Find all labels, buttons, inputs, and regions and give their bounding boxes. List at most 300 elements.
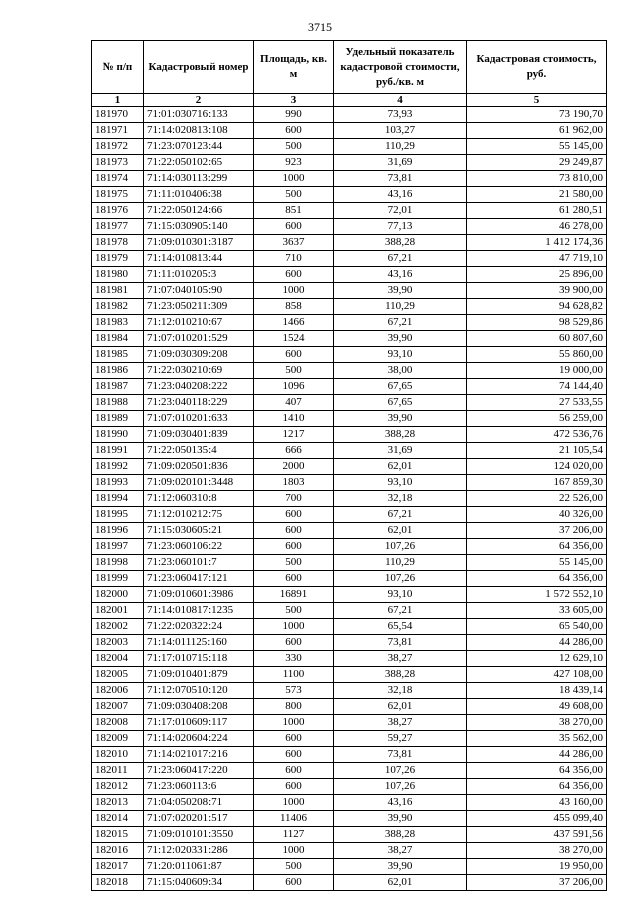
cadastral-number-cell: 71:09:020501:836 — [144, 459, 254, 475]
cadastral-number-cell: 71:07:040105:90 — [144, 283, 254, 299]
cadastral-value-cell: 56 259,00 — [467, 411, 607, 427]
row-number-cell: 181971 — [92, 123, 144, 139]
table-row — [92, 267, 607, 283]
cadastral-value-cell: 37 206,00 — [467, 875, 607, 891]
table-row — [92, 331, 607, 347]
cadastral-value-cell: 22 526,00 — [467, 491, 607, 507]
cadastral-value-cell: 47 719,10 — [467, 251, 607, 267]
specific-value-cell: 107,26 — [334, 763, 467, 779]
row-number-cell: 181988 — [92, 395, 144, 411]
column-number: 3 — [254, 94, 334, 107]
specific-value-cell: 73,81 — [334, 747, 467, 763]
cadastral-number-cell: 71:23:040208:222 — [144, 379, 254, 395]
area-cell: 500 — [254, 139, 334, 155]
cadastral-number-cell: 71:07:010201:529 — [144, 331, 254, 347]
specific-value-cell: 388,28 — [334, 427, 467, 443]
area-cell: 1127 — [254, 827, 334, 843]
specific-value-cell: 388,28 — [334, 235, 467, 251]
specific-value-cell: 43,16 — [334, 267, 467, 283]
area-cell: 11406 — [254, 811, 334, 827]
cadastral-number-cell: 71:09:010101:3550 — [144, 827, 254, 843]
area-cell: 600 — [254, 347, 334, 363]
cadastral-value-cell: 25 896,00 — [467, 267, 607, 283]
specific-value-cell: 38,27 — [334, 715, 467, 731]
cadastral-number-cell: 71:15:030605:21 — [144, 523, 254, 539]
cadastral-number-cell: 71:23:060101:7 — [144, 555, 254, 571]
table-header — [92, 41, 607, 107]
area-cell: 3637 — [254, 235, 334, 251]
cadastral-value-cell: 21 580,00 — [467, 187, 607, 203]
cadastral-number-cell: 71:14:010817:1235 — [144, 603, 254, 619]
specific-value-cell: 38,27 — [334, 651, 467, 667]
row-number-cell: 181972 — [92, 139, 144, 155]
row-number-cell: 182012 — [92, 779, 144, 795]
specific-value-cell: 107,26 — [334, 539, 467, 555]
cadastral-value-cell: 37 206,00 — [467, 523, 607, 539]
cadastral-number-cell: 71:09:010601:3986 — [144, 587, 254, 603]
cadastral-value-cell: 18 439,14 — [467, 683, 607, 699]
specific-value-cell: 77,13 — [334, 219, 467, 235]
row-number-cell: 181982 — [92, 299, 144, 315]
cadastral-number-cell: 71:15:030905:140 — [144, 219, 254, 235]
cadastral-number-cell: 71:09:030309:208 — [144, 347, 254, 363]
cadastral-number-cell: 71:09:010401:879 — [144, 667, 254, 683]
cadastral-value-cell: 21 105,54 — [467, 443, 607, 459]
specific-value-cell: 43,16 — [334, 187, 467, 203]
cadastral-value-cell: 33 605,00 — [467, 603, 607, 619]
row-number-cell: 181997 — [92, 539, 144, 555]
table-row — [92, 459, 607, 475]
row-number-cell: 182015 — [92, 827, 144, 843]
area-cell: 407 — [254, 395, 334, 411]
specific-value-cell: 31,69 — [334, 155, 467, 171]
area-cell: 1524 — [254, 331, 334, 347]
specific-value-cell: 110,29 — [334, 555, 467, 571]
specific-value-cell: 62,01 — [334, 875, 467, 891]
header-cadastral-value: Кадастровая стоимость, руб. — [467, 41, 607, 94]
cadastral-value-cell: 55 145,00 — [467, 555, 607, 571]
cadastral-value-cell: 74 144,40 — [467, 379, 607, 395]
cadastral-value-cell: 12 629,10 — [467, 651, 607, 667]
area-cell: 600 — [254, 779, 334, 795]
table-row — [92, 827, 607, 843]
row-number-cell: 182003 — [92, 635, 144, 651]
cadastral-number-cell: 71:07:010201:633 — [144, 411, 254, 427]
table-row — [92, 283, 607, 299]
column-number: 5 — [467, 94, 607, 107]
cadastral-value-cell: 60 807,60 — [467, 331, 607, 347]
specific-value-cell: 107,26 — [334, 779, 467, 795]
area-cell: 16891 — [254, 587, 334, 603]
row-number-cell: 181986 — [92, 363, 144, 379]
table-row — [92, 811, 607, 827]
row-number-cell: 182000 — [92, 587, 144, 603]
cadastral-value-table — [91, 40, 607, 891]
specific-value-cell: 67,21 — [334, 507, 467, 523]
area-cell: 710 — [254, 251, 334, 267]
header-cadastral-number: Кадастровый номер — [144, 41, 254, 94]
area-cell: 500 — [254, 187, 334, 203]
cadastral-value-cell: 427 108,00 — [467, 667, 607, 683]
cadastral-number-cell: 71:14:010813:44 — [144, 251, 254, 267]
area-cell: 600 — [254, 875, 334, 891]
area-cell: 1410 — [254, 411, 334, 427]
row-number-cell: 182002 — [92, 619, 144, 635]
cadastral-number-cell: 71:23:060106:22 — [144, 539, 254, 555]
specific-value-cell: 39,90 — [334, 411, 467, 427]
row-number-cell: 182007 — [92, 699, 144, 715]
table-row — [92, 587, 607, 603]
cadastral-number-cell: 71:14:020813:108 — [144, 123, 254, 139]
cadastral-value-cell: 455 099,40 — [467, 811, 607, 827]
cadastral-value-cell: 64 356,00 — [467, 539, 607, 555]
cadastral-number-cell: 71:09:020101:3448 — [144, 475, 254, 491]
table-row — [92, 251, 607, 267]
row-number-cell: 182011 — [92, 763, 144, 779]
cadastral-number-cell: 71:17:010609:117 — [144, 715, 254, 731]
table-row — [92, 539, 607, 555]
specific-value-cell: 39,90 — [334, 859, 467, 875]
specific-value-cell: 72,01 — [334, 203, 467, 219]
area-cell: 851 — [254, 203, 334, 219]
row-number-cell: 181979 — [92, 251, 144, 267]
table-row — [92, 363, 607, 379]
cadastral-value-cell: 64 356,00 — [467, 763, 607, 779]
row-number-cell: 181999 — [92, 571, 144, 587]
specific-value-cell: 73,81 — [334, 635, 467, 651]
table-row — [92, 475, 607, 491]
specific-value-cell: 32,18 — [334, 491, 467, 507]
specific-value-cell: 65,54 — [334, 619, 467, 635]
cadastral-number-cell: 71:04:050208:71 — [144, 795, 254, 811]
row-number-cell: 181976 — [92, 203, 144, 219]
area-cell: 600 — [254, 219, 334, 235]
cadastral-value-cell: 61 280,51 — [467, 203, 607, 219]
row-number-cell: 181990 — [92, 427, 144, 443]
row-number-cell: 181987 — [92, 379, 144, 395]
area-cell: 500 — [254, 859, 334, 875]
row-number-cell: 181975 — [92, 187, 144, 203]
cadastral-number-cell: 71:14:030113:299 — [144, 171, 254, 187]
row-number-cell: 182016 — [92, 843, 144, 859]
cadastral-value-cell: 55 145,00 — [467, 139, 607, 155]
cadastral-value-cell: 19 950,00 — [467, 859, 607, 875]
area-cell: 1217 — [254, 427, 334, 443]
table-row — [92, 843, 607, 859]
table-row — [92, 299, 607, 315]
area-cell: 500 — [254, 603, 334, 619]
cadastral-number-cell: 71:23:060113:6 — [144, 779, 254, 795]
specific-value-cell: 67,21 — [334, 251, 467, 267]
specific-value-cell: 388,28 — [334, 667, 467, 683]
row-number-cell: 181981 — [92, 283, 144, 299]
area-cell: 858 — [254, 299, 334, 315]
cadastral-value-cell: 38 270,00 — [467, 843, 607, 859]
cadastral-number-cell: 71:23:040118:229 — [144, 395, 254, 411]
row-number-cell: 181994 — [92, 491, 144, 507]
specific-value-cell: 67,65 — [334, 395, 467, 411]
cadastral-number-cell: 71:12:010212:75 — [144, 507, 254, 523]
cadastral-number-cell: 71:07:020201:517 — [144, 811, 254, 827]
cadastral-value-cell: 73 810,00 — [467, 171, 607, 187]
column-number-row — [92, 94, 607, 107]
specific-value-cell: 93,10 — [334, 475, 467, 491]
cadastral-value-cell: 98 529,86 — [467, 315, 607, 331]
cadastral-number-cell: 71:12:070510:120 — [144, 683, 254, 699]
area-cell: 990 — [254, 107, 334, 123]
cadastral-number-cell: 71:09:030401:839 — [144, 427, 254, 443]
area-cell: 600 — [254, 507, 334, 523]
table-row — [92, 123, 607, 139]
cadastral-value-cell: 1 412 174,36 — [467, 235, 607, 251]
area-cell: 2000 — [254, 459, 334, 475]
column-number: 4 — [334, 94, 467, 107]
specific-value-cell: 39,90 — [334, 331, 467, 347]
cadastral-value-cell: 64 356,00 — [467, 779, 607, 795]
table-row — [92, 203, 607, 219]
specific-value-cell: 73,81 — [334, 171, 467, 187]
area-cell: 330 — [254, 651, 334, 667]
table-row — [92, 155, 607, 171]
cadastral-value-cell: 44 286,00 — [467, 635, 607, 651]
table-row — [92, 555, 607, 571]
header-area: Площадь, кв. м — [254, 41, 334, 94]
cadastral-number-cell: 71:20:011061:87 — [144, 859, 254, 875]
row-number-cell: 181992 — [92, 459, 144, 475]
table-row — [92, 171, 607, 187]
cadastral-value-cell: 65 540,00 — [467, 619, 607, 635]
row-number-cell: 182018 — [92, 875, 144, 891]
specific-value-cell: 110,29 — [334, 139, 467, 155]
specific-value-cell: 31,69 — [334, 443, 467, 459]
specific-value-cell: 59,27 — [334, 731, 467, 747]
area-cell: 600 — [254, 571, 334, 587]
specific-value-cell: 67,21 — [334, 315, 467, 331]
specific-value-cell: 388,28 — [334, 827, 467, 843]
row-number-cell: 181977 — [92, 219, 144, 235]
table-row — [92, 859, 607, 875]
specific-value-cell: 39,90 — [334, 283, 467, 299]
table-row — [92, 779, 607, 795]
specific-value-cell: 62,01 — [334, 459, 467, 475]
table-row — [92, 523, 607, 539]
cadastral-number-cell: 71:15:040609:34 — [144, 875, 254, 891]
specific-value-cell: 62,01 — [334, 523, 467, 539]
table-row — [92, 107, 607, 123]
cadastral-value-cell: 35 562,00 — [467, 731, 607, 747]
row-number-cell: 181998 — [92, 555, 144, 571]
area-cell: 1803 — [254, 475, 334, 491]
row-number-cell: 181996 — [92, 523, 144, 539]
area-cell: 923 — [254, 155, 334, 171]
page-number: 3715 — [308, 20, 332, 34]
row-number-cell: 181973 — [92, 155, 144, 171]
table-body — [92, 107, 607, 891]
specific-value-cell: 93,10 — [334, 347, 467, 363]
table-row — [92, 667, 607, 683]
area-cell: 600 — [254, 731, 334, 747]
header-row-number: № п/п — [92, 41, 144, 94]
row-number-cell: 182008 — [92, 715, 144, 731]
area-cell: 600 — [254, 635, 334, 651]
area-cell: 1000 — [254, 619, 334, 635]
cadastral-value-cell: 124 020,00 — [467, 459, 607, 475]
cadastral-value-cell: 64 356,00 — [467, 571, 607, 587]
specific-value-cell: 62,01 — [334, 699, 467, 715]
cadastral-number-cell: 71:09:010301:3187 — [144, 235, 254, 251]
row-number-cell: 181991 — [92, 443, 144, 459]
cadastral-value-cell: 27 533,55 — [467, 395, 607, 411]
row-number-cell: 182005 — [92, 667, 144, 683]
area-cell: 600 — [254, 539, 334, 555]
column-number: 2 — [144, 94, 254, 107]
cadastral-value-cell: 73 190,70 — [467, 107, 607, 123]
row-number-cell: 181993 — [92, 475, 144, 491]
cadastral-number-cell: 71:23:050211:309 — [144, 299, 254, 315]
cadastral-number-cell: 71:22:020322:24 — [144, 619, 254, 635]
row-number-cell: 181978 — [92, 235, 144, 251]
area-cell: 1000 — [254, 843, 334, 859]
cadastral-value-cell: 29 249,87 — [467, 155, 607, 171]
header-specific-value: Удельный показатель кадастровой стоимости, руб./кв. м — [334, 41, 467, 94]
column-number: 1 — [92, 94, 144, 107]
table-row — [92, 875, 607, 891]
cadastral-number-cell: 71:11:010406:38 — [144, 187, 254, 203]
table-row — [92, 747, 607, 763]
table-row — [92, 427, 607, 443]
cadastral-number-cell: 71:12:010210:67 — [144, 315, 254, 331]
row-number-cell: 181983 — [92, 315, 144, 331]
cadastral-value-cell: 94 628,82 — [467, 299, 607, 315]
table-row — [92, 683, 607, 699]
cadastral-value-cell: 38 270,00 — [467, 715, 607, 731]
area-cell: 500 — [254, 363, 334, 379]
cadastral-value-cell: 167 859,30 — [467, 475, 607, 491]
cadastral-value-cell: 55 860,00 — [467, 347, 607, 363]
table-row — [92, 395, 607, 411]
area-cell: 700 — [254, 491, 334, 507]
table-row — [92, 379, 607, 395]
cadastral-value-cell: 49 608,00 — [467, 699, 607, 715]
row-number-cell: 181984 — [92, 331, 144, 347]
row-number-cell: 182001 — [92, 603, 144, 619]
table-row — [92, 139, 607, 155]
table-row — [92, 235, 607, 251]
area-cell: 1100 — [254, 667, 334, 683]
area-cell: 600 — [254, 523, 334, 539]
cadastral-value-cell: 40 326,00 — [467, 507, 607, 523]
specific-value-cell: 38,27 — [334, 843, 467, 859]
specific-value-cell: 107,26 — [334, 571, 467, 587]
row-number-cell: 182013 — [92, 795, 144, 811]
cadastral-number-cell: 71:23:060417:121 — [144, 571, 254, 587]
area-cell: 600 — [254, 123, 334, 139]
area-cell: 1000 — [254, 283, 334, 299]
specific-value-cell: 73,93 — [334, 107, 467, 123]
cadastral-number-cell: 71:22:050102:65 — [144, 155, 254, 171]
area-cell: 666 — [254, 443, 334, 459]
area-cell: 800 — [254, 699, 334, 715]
table-row — [92, 795, 607, 811]
row-number-cell: 181985 — [92, 347, 144, 363]
table-row — [92, 571, 607, 587]
table-row — [92, 507, 607, 523]
table-row — [92, 651, 607, 667]
cadastral-value-cell: 1 572 552,10 — [467, 587, 607, 603]
row-number-cell: 182009 — [92, 731, 144, 747]
row-number-cell: 181974 — [92, 171, 144, 187]
cadastral-number-cell: 71:12:060310:8 — [144, 491, 254, 507]
cadastral-number-cell: 71:23:070123:44 — [144, 139, 254, 155]
table-row — [92, 619, 607, 635]
specific-value-cell: 67,21 — [334, 603, 467, 619]
row-number-cell: 182014 — [92, 811, 144, 827]
cadastral-number-cell: 71:14:020604:224 — [144, 731, 254, 747]
cadastral-number-cell: 71:23:060417:220 — [144, 763, 254, 779]
cadastral-value-cell: 46 278,00 — [467, 219, 607, 235]
row-number-cell: 181989 — [92, 411, 144, 427]
row-number-cell: 182017 — [92, 859, 144, 875]
cadastral-value-cell: 61 962,00 — [467, 123, 607, 139]
specific-value-cell: 38,00 — [334, 363, 467, 379]
area-cell: 573 — [254, 683, 334, 699]
area-cell: 1000 — [254, 171, 334, 187]
area-cell: 1000 — [254, 795, 334, 811]
table-row — [92, 635, 607, 651]
cadastral-number-cell: 71:22:050135:4 — [144, 443, 254, 459]
table-row — [92, 347, 607, 363]
specific-value-cell: 32,18 — [334, 683, 467, 699]
area-cell: 600 — [254, 747, 334, 763]
area-cell: 600 — [254, 763, 334, 779]
table-row — [92, 443, 607, 459]
specific-value-cell: 110,29 — [334, 299, 467, 315]
cadastral-number-cell: 71:22:030210:69 — [144, 363, 254, 379]
table-row — [92, 763, 607, 779]
specific-value-cell: 93,10 — [334, 587, 467, 603]
specific-value-cell: 43,16 — [334, 795, 467, 811]
area-cell: 600 — [254, 267, 334, 283]
cadastral-value-cell: 44 286,00 — [467, 747, 607, 763]
area-cell: 1000 — [254, 715, 334, 731]
table-row — [92, 411, 607, 427]
cadastral-number-cell: 71:14:021017:216 — [144, 747, 254, 763]
table-row — [92, 491, 607, 507]
cadastral-value-cell: 39 900,00 — [467, 283, 607, 299]
table-row — [92, 715, 607, 731]
table-row — [92, 699, 607, 715]
table-row — [92, 315, 607, 331]
cadastral-number-cell: 71:14:011125:160 — [144, 635, 254, 651]
table-row — [92, 187, 607, 203]
row-number-cell: 182010 — [92, 747, 144, 763]
row-number-cell: 182004 — [92, 651, 144, 667]
table-row — [92, 731, 607, 747]
row-number-cell: 181995 — [92, 507, 144, 523]
cadastral-number-cell: 71:11:010205:3 — [144, 267, 254, 283]
area-cell: 500 — [254, 555, 334, 571]
specific-value-cell: 39,90 — [334, 811, 467, 827]
area-cell: 1466 — [254, 315, 334, 331]
cadastral-number-cell: 71:01:030716:133 — [144, 107, 254, 123]
cadastral-number-cell: 71:17:010715:118 — [144, 651, 254, 667]
cadastral-value-cell: 472 536,76 — [467, 427, 607, 443]
table-row — [92, 603, 607, 619]
cadastral-number-cell: 71:09:030408:208 — [144, 699, 254, 715]
cadastral-value-cell: 437 591,56 — [467, 827, 607, 843]
row-number-cell: 181970 — [92, 107, 144, 123]
cadastral-number-cell: 71:12:020331:286 — [144, 843, 254, 859]
